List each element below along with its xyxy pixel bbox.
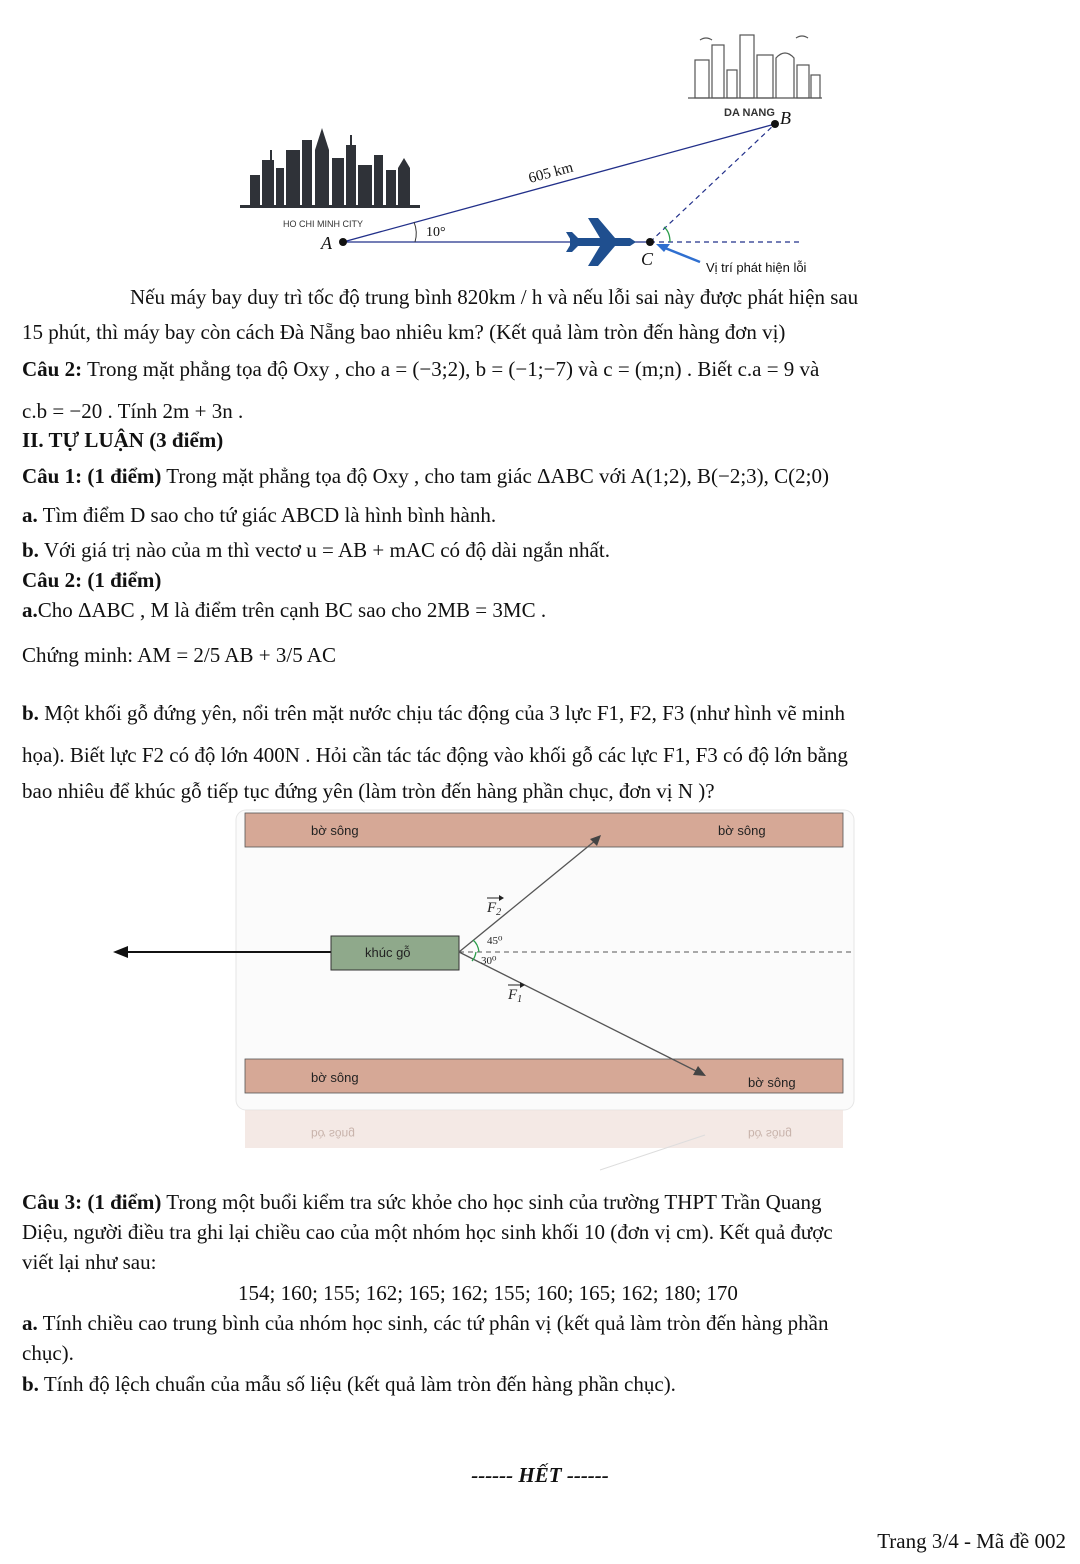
hcmc-skyline-icon [240,128,420,208]
essay1-b-text: Với giá trị nào của m thì vectơ u = AB + mAC có độ dài ngắn nhất. [43,538,610,562]
essay2-a: a.Cho ΔABC , M là điểm trên cạnh BC sao cho 2MB = 3MC . [22,598,547,622]
q2-text-1: Trong mặt phẳng tọa độ Oxy , cho a = (−3;2), b = (−1;−7) và c = (m;n) . Biết c.a = 9 và [86,357,820,381]
flight-diagram [0,0,1080,282]
essay1-text: Trong mặt phẳng tọa độ Oxy , cho tam giác ΔABC với A(1;2), B(−2;3), C(2;0) [166,464,829,488]
danang-skyline-icon [688,35,822,98]
point-b-label: B [780,108,791,128]
essay3-a-text: Tính chiều cao trung bình của nhóm học sinh, các tứ phân vị (kết quả làm tròn đến hàng phần [42,1311,829,1335]
essay3-data: 154; 160; 155; 162; 165; 162; 155; 160; 165; 162; 180; 170 [238,1281,738,1305]
reflect-left: bờ sông [311,1127,355,1141]
essay1-a: a. Tìm điểm D sao cho tứ giác ABCD là hình bình hành. [22,503,497,527]
airplane-icon [566,218,636,266]
q1-line-1: Nếu máy bay duy trì tốc độ trung bình 820km / h và nếu lỗi sai này được phát hiện sau [130,285,859,309]
f2-label: $F_2$ [487,900,502,918]
angle-45-label: 45⁰ [487,935,503,947]
essay3-b: b. Tính độ lệch chuẩn của mẫu số liệu (kết quả làm tròn đến hàng phần chục). [22,1372,676,1396]
essay2-b-text-1: Một khối gỗ đứng yên, nổi trên mặt nước chịu tác động của 3 lực F1, F2, F3 (như hình vẽ minh [44,701,846,725]
essay3-text-1: Trong một buổi kiểm tra sức khỏe cho học sinh của trường THPT Trần Quang [166,1190,822,1214]
essay3-a-line-1: a. Tính chiều cao trung bình của nhóm học sinh, các tứ phân vị (kết quả làm tròn đến hàng phần [22,1311,829,1335]
bank-top-right: bờ sông [718,823,766,838]
essay1-a-text: Tìm điểm D sao cho tứ giác ABCD là hình bình hành. [42,503,497,527]
essay3-label: Câu 3: (1 điểm) [22,1190,162,1214]
angle-label: 10° [426,225,446,240]
essay2-b-line-2: họa). Biết lực F2 có độ lớn 400N . Hỏi cần tác tác động vào khối gỗ các lực F1, F3 có độ lớn bằng [22,743,848,767]
q2-label: Câu 2: [22,357,83,381]
essay3-line-2: Diệu, người điều tra ghi lại chiều cao của một nhóm học sinh khối 10 (đơn vị cm). Kết quả được [22,1220,833,1244]
q1-line-2: 15 phút, thì máy bay còn cách Đà Nẵng bao nhiêu km? (Kết quả làm tròn đến hàng đơn vị) [22,320,786,344]
essay3-a-line-2: chục). [22,1341,74,1365]
detect-label: Vị trí phát hiện lỗi [706,260,807,275]
essay3-line-3: viết lại như sau: [22,1250,157,1274]
essay3-line-1 [22,1189,822,1215]
point-c-label: C [641,249,654,269]
block-label: khúc gỗ [365,945,411,960]
essay2-a-text: Cho ΔABC , M là điểm trên cạnh BC sao cho 2MB = 3MC . [37,598,547,622]
essay1-label: Câu 1: (1 điểm) [22,464,162,488]
page-footer: Trang 3/4 - Mã đề 002 [877,1529,1066,1553]
essay1-b: b. Với giá trị nào của m thì vectơ u = AB + mAC có độ dài ngắn nhất. [22,538,610,562]
city-a-label: HO CHI MINH CITY [283,219,363,229]
section-2-title: II. TỰ LUẬN (3 điểm) [22,428,224,452]
essay1-line [22,463,829,489]
bank-top-left: bờ sông [311,823,359,838]
f1-label: $F_1$ [508,987,523,1005]
end-marker: ------ HẾT ------ [471,1463,609,1487]
angle-30-label: 30⁰ [481,955,497,967]
essay2-title: Câu 2: (1 điểm) [22,568,162,592]
essay2-b-line-1: b. Một khối gỗ đứng yên, nổi trên mặt nước chịu tác động của 3 lực F1, F2, F3 (như hình vẽ minh [22,701,846,725]
forces-diagram [0,805,1080,1180]
essay2-b-line-3: bao nhiêu để khúc gỗ tiếp tục đứng yên (làm tròn đến hàng phần chục, đơn vị N )? [22,779,715,803]
reflect-right: bờ sông [748,1127,792,1141]
city-b-label: DA NANG [724,107,775,119]
q2-line-2: c.b = −20 . Tính 2m + 3n . [22,399,244,423]
point-a-label: A [321,233,332,253]
bank-bottom-right: bờ sông [748,1075,796,1090]
bank-bottom-left: bờ sông [311,1070,359,1085]
essay3-b-text: Tính độ lệch chuẩn của mẫu số liệu (kết quả làm tròn đến hàng phần chục). [43,1372,676,1396]
distance-label: 605 km [526,159,575,187]
q2-line-1 [22,356,819,382]
essay2-prove: Chứng minh: AM = 2/5 AB + 3/5 AC [22,643,336,667]
